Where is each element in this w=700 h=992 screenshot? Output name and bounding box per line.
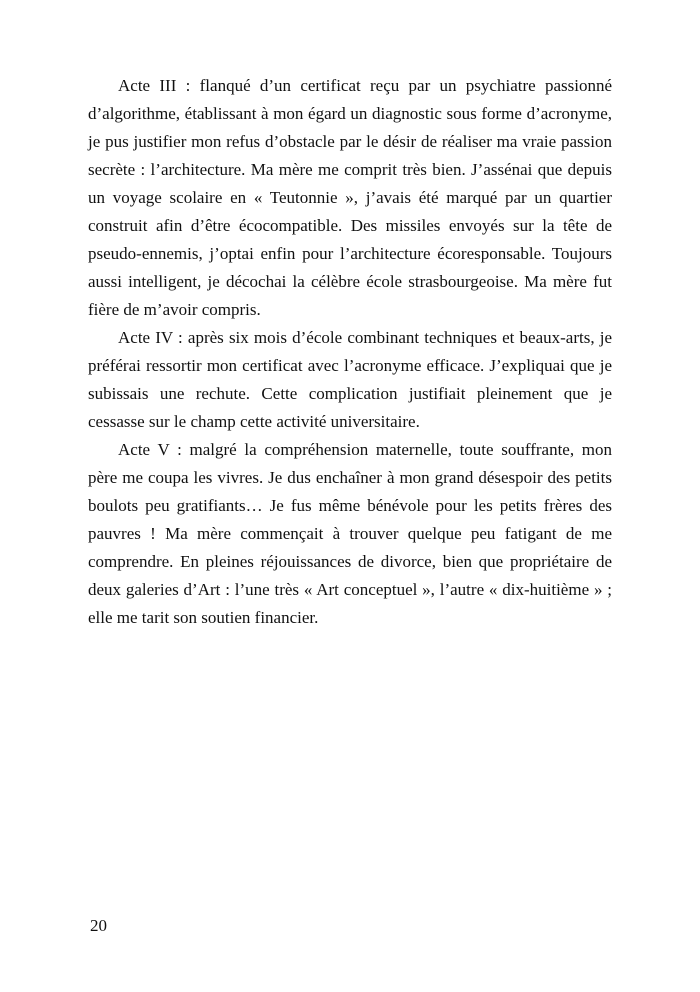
body-text bbox=[88, 72, 612, 632]
page-number: 20 bbox=[90, 916, 107, 935]
paragraph-acte-iii: Acte III : flanqué d’un certificat reçu par un psychiatre passionné d’algorithme, établissant à mon égard un diagnostic sous forme d’acronyme, je pus justifier mon refus d’obstacle par le désir de réaliser ma vraie passion secrète : l’architecture. Ma mère me comprit très bien. J’assénai que depuis un voyage scolaire en « Teutonnie », j’avais été marqué par un quartier construit afin d’être écocompatible. Des missiles envoyés sur la tête de pseudo-ennemis, j’optai enfin pour l’architecture écoresponsable. Toujours aussi intelligent, je décochai la célèbre école strasbourgeoise. Ma mère fut fière de m’avoir compris. bbox=[88, 76, 612, 319]
paragraph-acte-iv: Acte IV : après six mois d’école combinant techniques et beaux-arts, je préférai ressortir mon certificat avec l’acronyme efficace. J’expliquai que je subissais une rechute. Cette complication justifiait pleinement que je cessasse sur le champ cette activité universitaire. bbox=[88, 328, 612, 431]
paragraph-acte-v: Acte V : malgré la compréhension maternelle, toute souffrante, mon père me coupa les vivres. Je dus enchaîner à mon grand désespoir des petits boulots peu gratifiants… Je fus même bénévole pour les petits frères des pauvres ! Ma mère commençait à trouver quelque peu fatigant de me comprendre. En pleines réjouissances de divorce, bien que propriétaire de deux galeries d’Art : l’une très « Art conceptuel », l’autre « dix-huitième » ; elle me tarit son soutien financier. bbox=[88, 440, 612, 627]
